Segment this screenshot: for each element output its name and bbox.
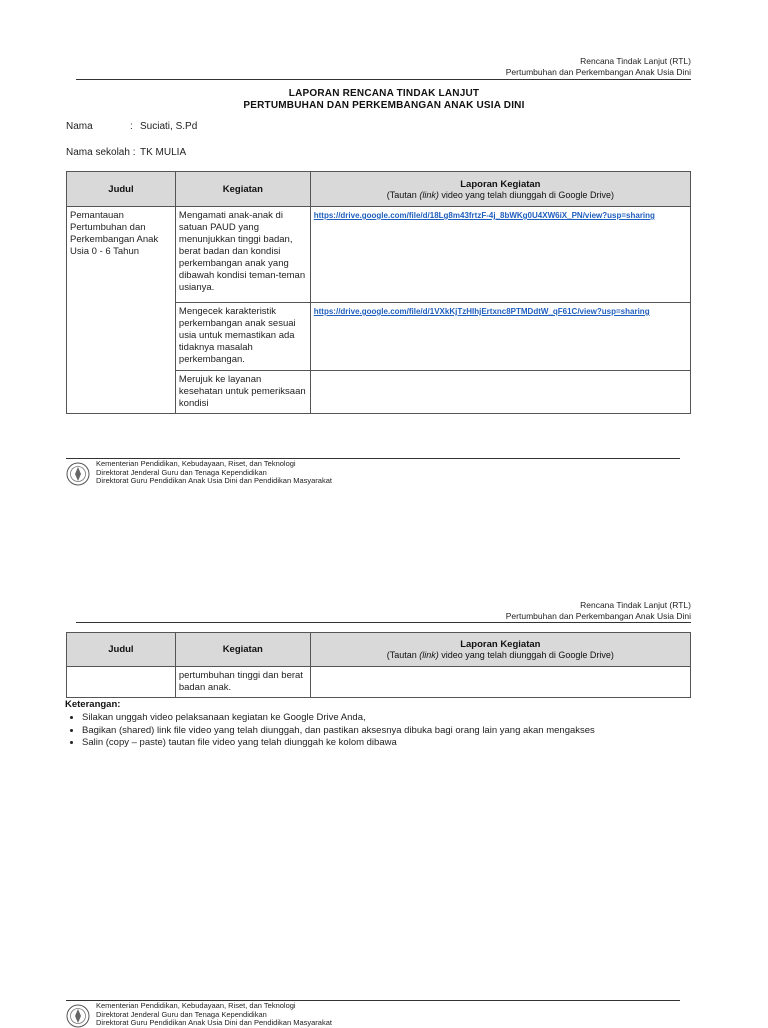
list-item: • Bagikan (shared) link file video yang telah diunggah, dan pastikan aksesnya dibuka bagi orang lain yang akan mengakses [82,725,595,738]
list-item: • Salin (copy – paste) tautan file video yang telah diunggah ke kolom dibawa [82,737,595,750]
header-laporan [310,172,690,207]
subtitle-link-word: (link) [419,189,439,200]
header-laporan-subtitle [311,650,690,660]
sekolah-value: TK MULIA [140,147,187,158]
notes-heading: Keterangan: [65,699,121,710]
header-laporan-subtitle [311,190,690,200]
header-rule [76,622,691,623]
footer-line-1: Kementerian Pendidikan, Kebudayaan, Riset, dan Teknologi [96,459,296,468]
header-kegiatan: Kegiatan [175,633,310,667]
table-header-row [67,633,691,667]
header-line-2: Pertumbuhan dan Perkembangan Anak Usia Dini [505,67,691,77]
drive-link[interactable]: https://drive.google.com/file/d/18Lg8m43frtzF-4j_8bWKg0U4XW6iX_PN/view?usp=sharing [313,211,655,220]
header-laporan-title: Laporan Kegiatan [460,178,541,190]
footer-line-1: Kementerian Pendidikan, Kebudayaan, Riset, dan Teknologi [96,1001,296,1010]
header-kegiatan: Kegiatan [175,172,310,207]
kegiatan-cell: pertumbuhan tinggi dan berat badan anak. [175,667,310,698]
nama-separator: : [130,121,133,132]
footer-line-3: Direktorat Guru Pendidikan Anak Usia Dini dan Pendidikan Masyarakat [96,476,332,486]
header-judul: Judul [67,633,176,667]
footer-line-2: Direktorat Jenderal Guru dan Tenaga Kependidikan [96,467,267,477]
report-table [66,171,691,414]
nama-label: Nama [66,121,93,132]
header-line-1: Rencana Tindak Lanjut (RTL) [580,56,691,66]
header-laporan [310,633,690,667]
laporan-cell [310,303,690,371]
tut-wuri-logo-icon [66,462,90,486]
header-laporan-title: Laporan Kegiatan [460,639,541,650]
notes-list [65,712,595,750]
list-item: • Silakan unggah video pelaksanaan kegiatan ke Google Drive Anda, [82,712,595,725]
kegiatan-cell: Merujuk ke layanan kesehatan untuk pemeriksaan kondisi [175,371,310,414]
header-rule [76,79,691,80]
subtitle-link-word: (link) [419,650,439,660]
laporan-cell [310,371,690,414]
footer-line-2: Direktorat Jenderal Guru dan Tenaga Kependidikan [96,1009,267,1019]
tut-wuri-logo-icon [66,1004,90,1028]
kegiatan-cell: Mengecek karakteristik perkembangan anak sesuai usia untuk memastikan ada tidaknya masalah perkembangan. [175,303,310,371]
subtitle-pre: (Tautan [386,189,420,200]
header-line-1: Rencana Tindak Lanjut (RTL) [580,600,691,610]
laporan-cell [310,667,690,698]
judul-cell: Pemantauan Pertumbuhan dan Perkembangan Anak Usia 0 - 6 Tahun [67,207,176,414]
subtitle-post: video yang telah diunggah di Google Drive) [438,189,614,200]
nama-value: Suciati, S.Pd [140,121,198,132]
document-title [0,88,768,112]
title-line-1: LAPORAN RENCANA TINDAK LANJUT [288,88,480,99]
table-header-row [67,172,691,207]
header-line-2: Pertumbuhan dan Perkembangan Anak Usia Dini [505,611,691,621]
kegiatan-cell: Mengamati anak-anak di satuan PAUD yang menunjukkan tinggi badan, berat badan dan kondisi perkembangan anak yang dibawah kondisi teman-teman usianya. [175,207,310,303]
subtitle-post: video yang telah diunggah di Google Drive) [438,650,614,660]
subtitle-pre: (Tautan [386,650,420,660]
table-row [67,207,691,303]
header-judul: Judul [67,172,176,207]
footer-line-3: Direktorat Guru Pendidikan Anak Usia Dini dan Pendidikan Masyarakat [96,1018,332,1028]
judul-cell [67,667,176,698]
laporan-cell [310,207,690,303]
footer-text [96,460,332,486]
page-header [506,56,691,78]
table-row [67,667,691,698]
sekolah-label: Nama sekolah : [66,147,136,158]
page-header [506,600,691,622]
report-table-continued [66,632,691,698]
drive-link[interactable]: https://drive.google.com/file/d/1VXkKjTzHIhjErtxnc8PTMDdtW_qF61C/view?usp=sharing [313,307,650,316]
title-line-2: PERTUMBUHAN DAN PERKEMBANGAN ANAK USIA DINI [243,100,525,111]
